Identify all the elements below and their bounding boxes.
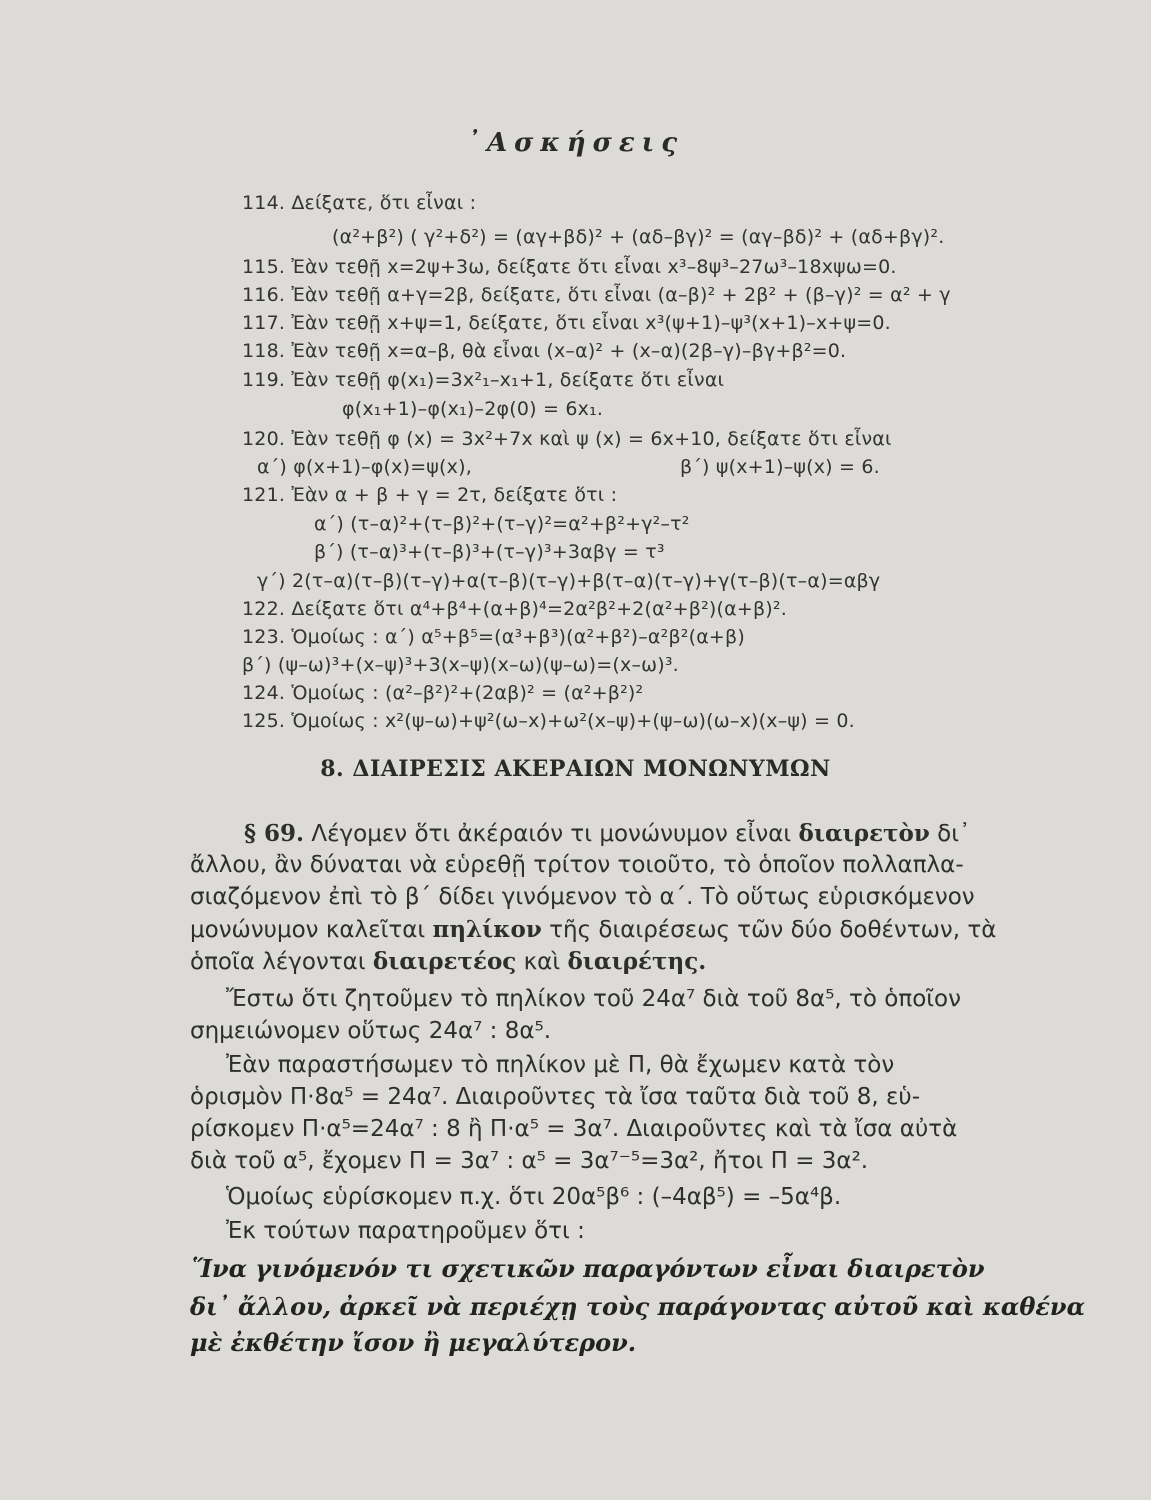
exercise-119: 119. Ἐὰν τεθῇ φ(x₁)=3x²₁–x₁+1, δείξατε ὅτι εἶναι bbox=[242, 369, 725, 391]
exercise-123-b: β΄) (ψ–ω)³+(x–ψ)³+3(x–ψ)(x–ω)(ψ–ω)=(x–ω)³. bbox=[242, 654, 679, 676]
exercise-121: 121. Ἐὰν α + β + γ = 2τ, δείξατε ὅτι : bbox=[242, 484, 618, 506]
exercises-heading: ᾽Ασκήσεις bbox=[466, 128, 685, 158]
paragraph-69-line-1 bbox=[244, 820, 971, 847]
paragraph-69-line-5 bbox=[190, 948, 706, 975]
exercise-121-a: α΄) (τ–α)²+(τ–β)²+(τ–γ)²=α²+β²+γ²–τ² bbox=[314, 513, 690, 535]
term-quotient: πηλίκον bbox=[432, 916, 542, 943]
rule-line-2: δι᾽ ἄλλου, ἀρκεῖ νὰ περιέχῃ τοὺς παράγοντας αὐτοῦ καὶ καθένα bbox=[190, 1292, 1086, 1321]
paragraph-69-line-2: ἄλλου, ἂν δύναται νὰ εὑρεθῇ τρίτον τοιοῦτο, τὸ ὁποῖον πολλαπλα- bbox=[190, 852, 964, 878]
rule-line-1: Ἵνα γινόμενόν τι σχετικῶν παραγόντων εἶναι διαιρετὸν bbox=[192, 1254, 985, 1283]
exercise-119-formula: φ(x₁+1)–φ(x₁)–2φ(0) = 6x₁. bbox=[342, 398, 604, 420]
term-dividend: διαιρετέος bbox=[372, 948, 517, 975]
exercise-124: 124. Ὁμοίως : (α²–β²)²+(2αβ)² = (α²+β²)² bbox=[242, 682, 644, 704]
observation-intro: Ἐκ τούτων παρατηροῦμεν ὅτι : bbox=[226, 1218, 585, 1244]
exercise-122: 122. Δείξατε ὅτι α⁴+β⁴+(α+β)⁴=2α²β²+2(α²+β²)(α+β)². bbox=[242, 598, 787, 620]
text-run: καὶ bbox=[516, 949, 568, 975]
exercise-114: 114. Δείξατε, ὅτι εἶναι : bbox=[242, 192, 477, 214]
example-line-2: σημειώνομεν οὕτως 24α⁷ : 8α⁵. bbox=[190, 1018, 552, 1044]
exercise-120-a: α΄) φ(x+1)–φ(x)=ψ(x), bbox=[257, 456, 472, 478]
exercise-115: 115. Ἐὰν τεθῇ x=2ψ+3ω, δείξατε ὅτι εἶναι x³–8ψ³–27ω³–18xψω=0. bbox=[242, 256, 897, 278]
text-run: ὁποῖα λέγονται bbox=[190, 949, 373, 975]
exercise-117: 117. Ἐὰν τεθῇ x+ψ=1, δείξατε, ὅτι εἶναι x³(ψ+1)–ψ³(x+1)–x+ψ=0. bbox=[242, 312, 891, 334]
section-title: 8. ΔΙΑΙΡΕΣΙΣ ΑΚΕΡΑΙΩΝ ΜΟΝΩΝΥΜΩΝ bbox=[320, 756, 831, 782]
exercise-120-b: β΄) ψ(x+1)–ψ(x) = 6. bbox=[680, 456, 880, 478]
exercise-120: 120. Ἐὰν τεθῇ φ (x) = 3x²+7x καὶ ψ (x) = 6x+10, δείξατε ὅτι εἶναι bbox=[242, 428, 892, 450]
section-number: § 69. bbox=[244, 820, 305, 847]
paragraph-69-line-3: σιαζόμενον ἐπὶ τὸ β΄ δίδει γινόμενον τὸ α΄. Τὸ οὕτως εὑρισκόμενον bbox=[190, 884, 975, 910]
term-divisible: διαιρετὸν bbox=[798, 820, 930, 847]
exercise-123: 123. Ὁμοίως : α΄) α⁵+β⁵=(α³+β³)(α²+β²)–α²β²(α+β) bbox=[242, 626, 745, 648]
rule-line-3: μὲ ἐκθέτην ἴσον ἢ μεγαλύτερον. bbox=[190, 1328, 637, 1357]
term-divisor: διαιρέτης. bbox=[567, 948, 707, 975]
paragraph-69-line-4 bbox=[190, 916, 996, 943]
text-run: μονώνυμον καλεῖται bbox=[190, 917, 433, 943]
exercise-116: 116. Ἐὰν τεθῇ α+γ=2β, δείξατε, ὅτι εἶναι (α–β)² + 2β² + (β–γ)² = α² + γ bbox=[242, 284, 951, 306]
example-line-1: Ἔστω ὅτι ζητοῦμεν τὸ πηλίκον τοῦ 24α⁷ διὰ τοῦ 8α⁵, τὸ ὁποῖον bbox=[226, 986, 961, 1012]
text-run: Λέγομεν ὅτι ἀκέραιόν τι μονώνυμον εἶναι bbox=[304, 821, 799, 847]
exercise-121-c: γ΄) 2(τ–α)(τ–β)(τ–γ)+α(τ–β)(τ–γ)+β(τ–α)(τ–γ)+γ(τ–β)(τ–α)=αβγ bbox=[257, 570, 881, 592]
derivation-line-1: Ἐὰν παραστήσωμεν τὸ πηλίκον μὲ Π, θὰ ἔχωμεν κατὰ τὸν bbox=[226, 1052, 895, 1078]
text-run: δι᾽ bbox=[929, 821, 971, 847]
exercise-121-b: β΄) (τ–α)³+(τ–β)³+(τ–γ)³+3αβγ = τ³ bbox=[314, 541, 665, 563]
exercise-125: 125. Ὁμοίως : x²(ψ–ω)+ψ²(ω–x)+ω²(x–ψ)+(ψ–ω)(ω–x)(x–ψ) = 0. bbox=[242, 710, 855, 732]
exercise-114-formula: (α²+β²) ( γ²+δ²) = (αγ+βδ)² + (αδ–βγ)² = (αγ–βδ)² + (αδ+βγ)². bbox=[332, 226, 945, 248]
derivation-line-3: ρίσκομεν Π·α⁵=24α⁷ : 8 ἢ Π·α⁵ = 3α⁷. Διαιροῦντες καὶ τὰ ἴσα αὐτὰ bbox=[190, 1116, 958, 1142]
derivation-line-4: διὰ τοῦ α⁵, ἔχομεν Π = 3α⁷ : α⁵ = 3α⁷⁻⁵=3α², ἤτοι Π = 3α². bbox=[190, 1148, 869, 1174]
similar-example: Ὁμοίως εὑρίσκομεν π.χ. ὅτι 20α⁵β⁶ : (–4αβ⁵) = –5α⁴β. bbox=[226, 1184, 842, 1210]
text-run: τῆς διαιρέσεως τῶν δύο δοθέντων, τὰ bbox=[541, 917, 997, 943]
derivation-line-2: ὁρισμὸν Π·8α⁵ = 24α⁷. Διαιροῦντες τὰ ἴσα ταῦτα διὰ τοῦ 8, εὑ- bbox=[190, 1084, 921, 1110]
exercise-118: 118. Ἐὰν τεθῇ x=α–β, θὰ εἶναι (x–α)² + (x–α)(2β–γ)–βγ+β²=0. bbox=[242, 340, 847, 362]
